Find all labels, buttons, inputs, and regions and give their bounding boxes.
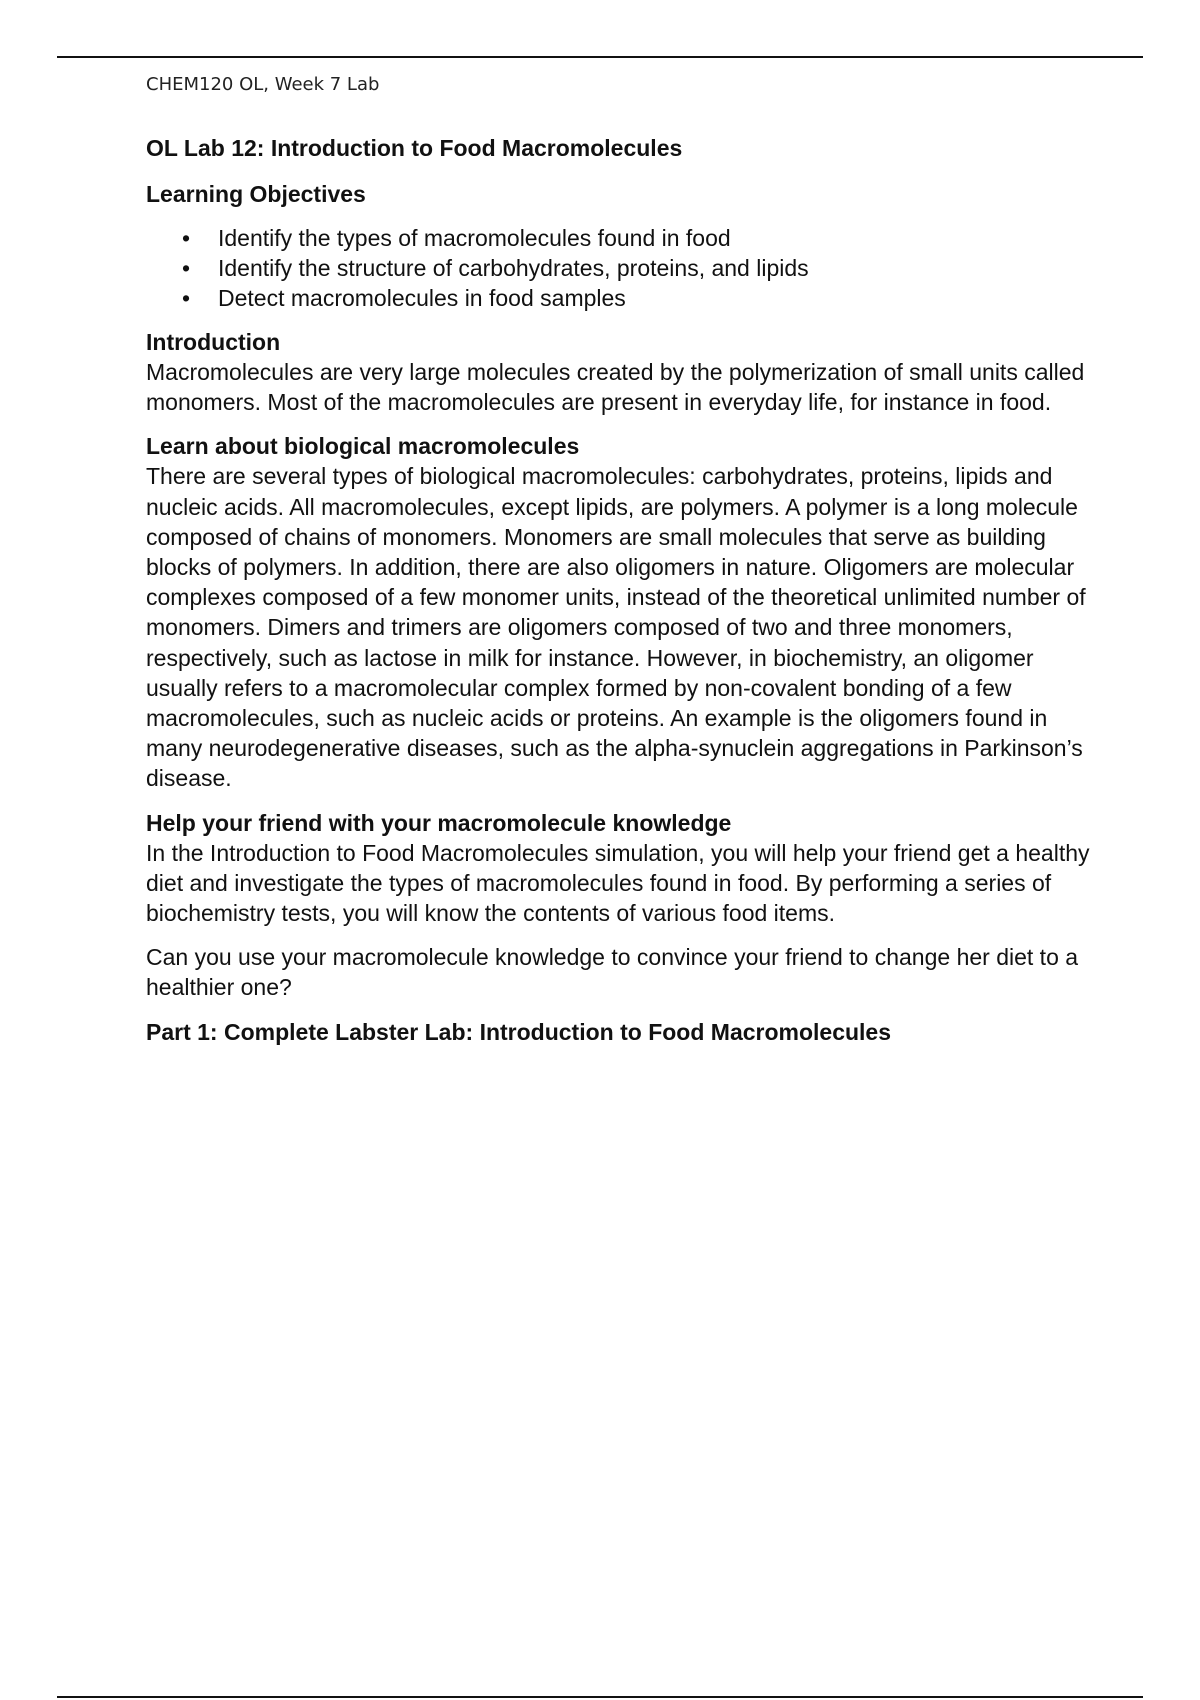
bullet-icon: • [182, 225, 191, 251]
introduction-paragraph: Macromolecules are very large molecules created by the polymerization of small units called monomers. Most of the macromolecules are present in everyday life, for instance in food. [146, 359, 1085, 416]
running-header: CHEM120 OL, Week 7 Lab [146, 74, 380, 95]
list-item [146, 223, 1096, 253]
objective-text: Identify the structure of carbohydrates, proteins, and lipids [218, 255, 809, 281]
objectives-list [146, 223, 1096, 313]
list-item [146, 253, 1096, 283]
help-paragraph-1: In the Introduction to Food Macromolecules simulation, you will help your friend get a healthy diet and investigate the types of macromolecules found in food. By performing a series of biochemistry tests, you will know the contents of various food items. [146, 839, 1090, 927]
document-body [146, 72, 1096, 1047]
list-item [146, 283, 1096, 313]
learning-objectives-section [146, 179, 1096, 313]
help-paragraph-2: Can you use your macromolecule knowledge to convince your friend to change her diet to a healthier one? [146, 944, 1079, 1001]
part1-heading: Part 1: Complete Labster Lab: Introduction to Food Macromolecules [146, 1018, 892, 1045]
part1-section [146, 1017, 1096, 1047]
objective-text: Detect macromolecules in food samples [218, 285, 626, 311]
learn-paragraph: There are several types of biological macromolecules: carbohydrates, proteins, lipids and nucleic acids. All macromolecules, except lipids, are polymers. A polymer is a long molecule composed of chains of monomers. Monomers are small molecules that serve as building blocks of polymers. In addition, there are also oligomers in nature. Oligomers are molecular complexes composed of a few monomer units, instead of the theoretical unlimited number of monomers. Dimers and trimers are oligomers composed of two and three monomers, respectively, such as lactose in milk for instance. However, in biochemistry, an oligomer usually refers to a macromolecular complex formed by non-covalent bonding of a few macromolecules, such as nucleic acids or proteins. An example is the oligomers found in many neurodegenerative diseases, such as the alpha-synuclein aggregations in Parkinson’s disease. [146, 463, 1086, 792]
learn-heading: Learn about biological macromolecules [146, 433, 580, 460]
objective-text: Identify the types of macromolecules found in food [218, 225, 731, 251]
learn-section [146, 431, 1096, 793]
header-rule [57, 56, 1143, 58]
footer-rule [57, 1696, 1143, 1698]
introduction-heading: Introduction [146, 329, 281, 355]
help-heading: Help your friend with your macromolecule knowledge [146, 809, 732, 836]
help-section [146, 808, 1096, 1003]
learning-objectives-heading: Learning Objectives [146, 181, 366, 207]
bullet-icon: • [182, 285, 191, 311]
bullet-icon: • [182, 255, 191, 281]
page-title: OL Lab 12: Introduction to Food Macromolecules [146, 135, 683, 161]
introduction-section [146, 327, 1096, 417]
